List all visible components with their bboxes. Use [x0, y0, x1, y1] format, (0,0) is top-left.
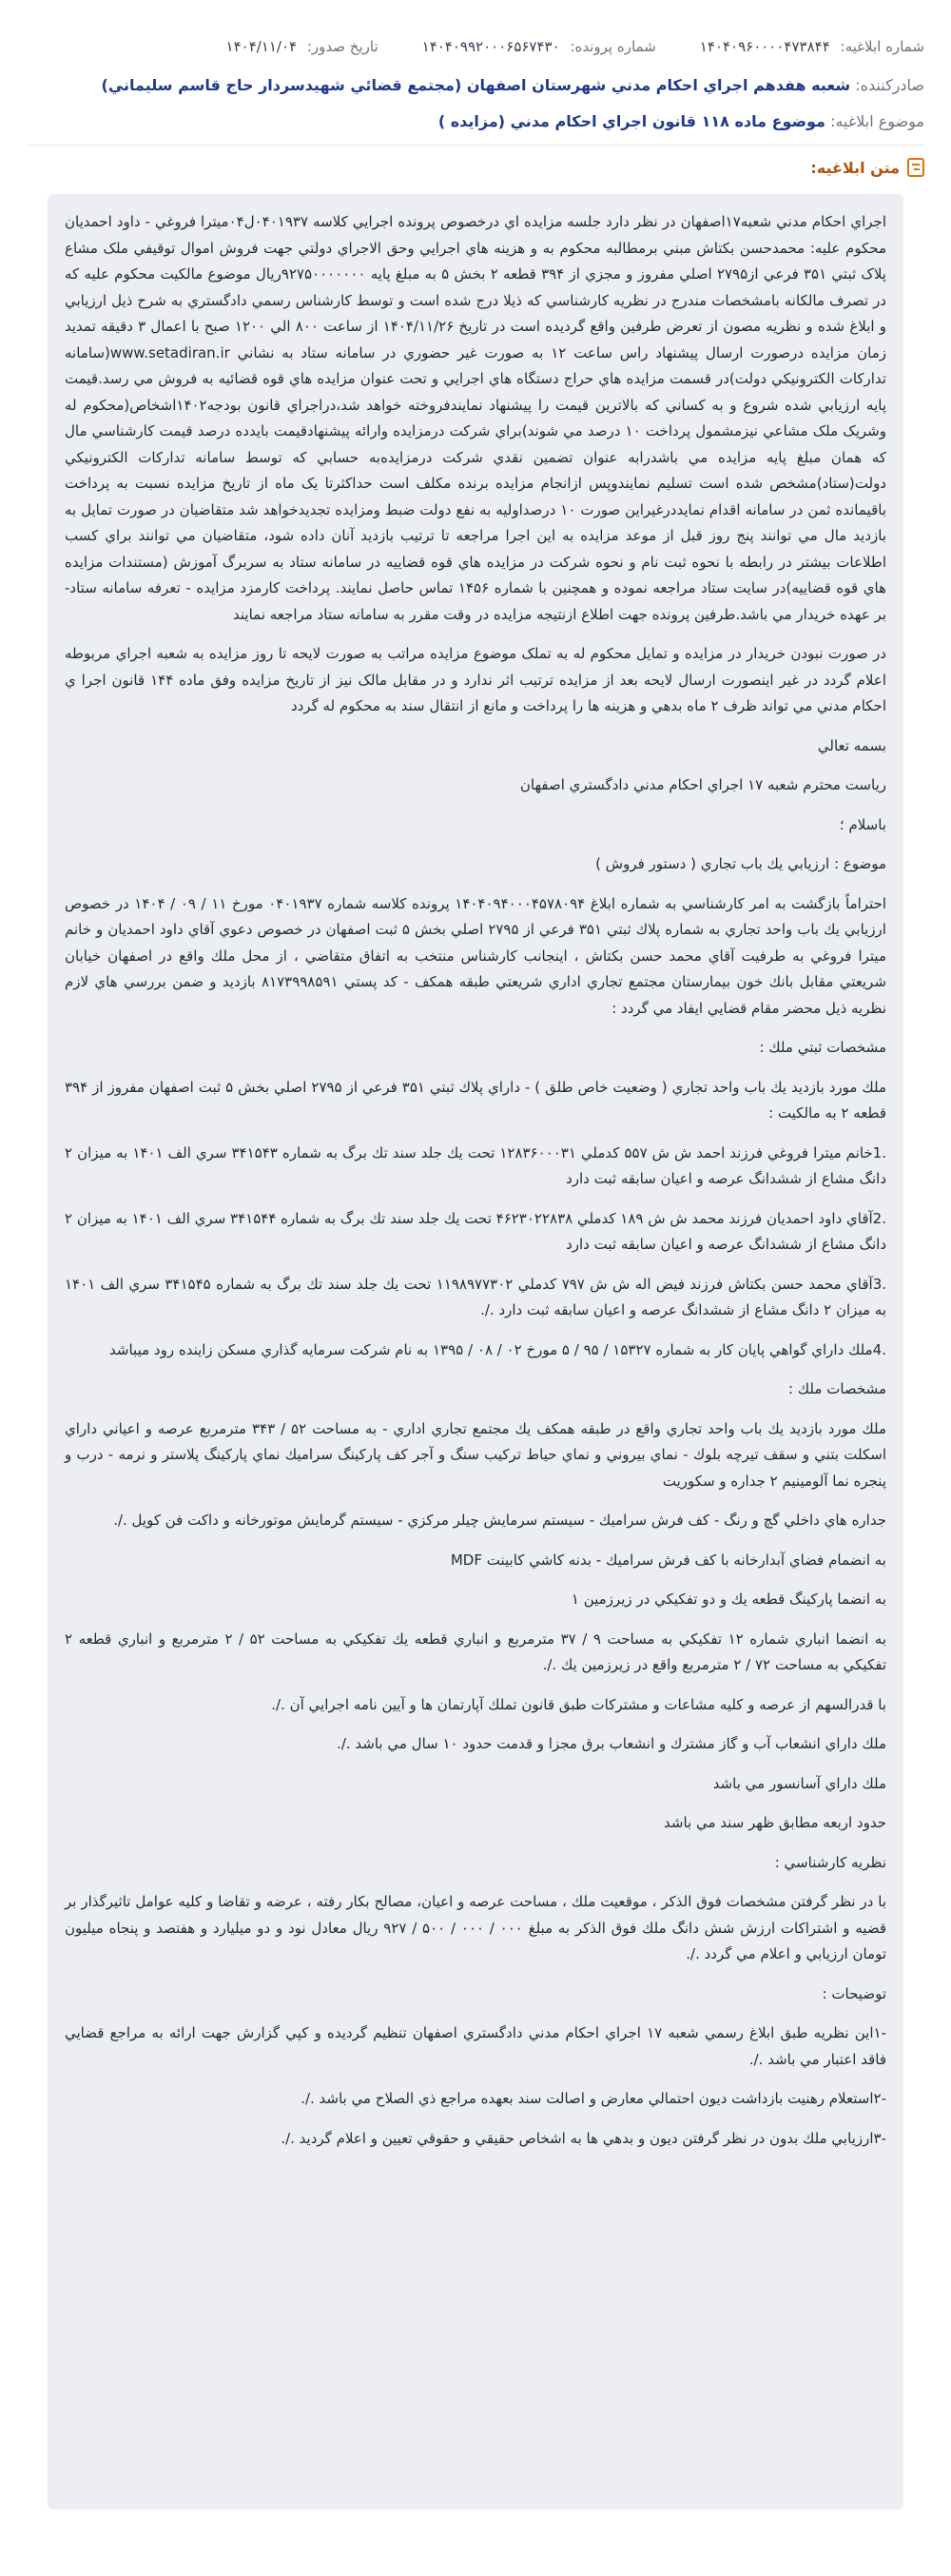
notice-paragraph: توضيحات :: [822, 1984, 886, 2002]
notice-paragraph: اجراي احکام مدني شعبه۱۷اصفهان در نظر دارد جلسه مزايده اي درخصوص پرونده اجرايي کلاسه ۰۴۰۱۹۳۷ل۰۴ميترا فروغي - داود احمديان محکوم عليه: محمدحسن بکتاش مبني برمطالبه محکوم به و هزينه هاي اجرايي وحق الاجراي دولتي جهت فروش اموال توقيفي ملک مشاع پلاک ثبتي ۳۵۱ فرعي از۲۷۹۵ اصلي مفروز و مجزي از ۳۹۴ قطعه ۲ بخش ۵ به مبلغ پايه ۹۲۷۵۰۰۰۰۰۰۰ريال موضوع مالکيت محکوم عليه که در تصرف مالکانه بامشخصات مندرج در نظريه کارشناسي که ذيلا درج شده است و توسط کارشناس رسمي دادگستري به شرح ذيل ارزيابي و ابلاغ شده و نظريه مصون از تعرض طرفين واقع گرديده است در تاريخ ۱۴۰۴/۱۱/۲۶ از ساعت ۸۰۰ الي ۱۲۰۰ صبح با اعمال ۳ دقيقه تمديد زمان مزايده درصورت ارسال پيشنهاد راس ساعت ۱۲ به صورت غير حضوري در سامانه ستاد به نشاني www.setadiran.ir(سامانه تدارکات الکترونيکي دولت)در قسمت مزايده هاي حراج دستگاه هاي اجرايي و تحت عنوان مزايده هاي قوه قضائيه به فروش مي رسد.قيمت پايه ارزيابي شده شروع و به کساني که بالاترين قيمت را پيشنهاد نمايندفروخته خواهد شد،دراجراي قانون بودجه۱۴۰۲اشخاص(محکوم له وشريک ملک مشاعي نيزمشمول پرداخت ۱۰ درصد مي شوند)براي شرکت درمزايده وارائه پيشنهادقيمت بايدده درصد قيمت کارشناسي مال که همان مبلغ پايه مزايده مي باشدرابه عنوان تضمين نقدي شرکت درمزايده‌به حسابي که توسط سامانه تدارکات الکترونيکي دولت(ستاد)مشخص شده است تسليم نمايندوپس ازانجام مزايده برنده مکلف است حداکثرتا يک ماه از تاريخ مزايده نسبت به پرداخت باقيمانده ثمن در سامانه اقدام نمايددرغيراين صورت ۱۰ درصداوليه به نفع دولت ضبط ومزايده تجديدخواهد شد متقاضيان در صورت تمايل به بازديد مال مي توانند پنج روز قبل از موعد مزايده به اين اجرا مراجعه تا ترتيب بازديد آنان داده شود، متقاضيان مي توانند براي کسب اطلاعات بيشتر در رابطه با نحوه ثبت نام و نحوه شرکت در مزايده هاي قوه قضاييه در سامانه ستاد به سربرگ آموزش (مستندات مزايده هاي قوه قضاييه)در سايت ستاد مراجعه نموده و همچنين با شماره ۱۴۵۶ تماس حاصل نمايند. پرداخت کارمزد مزايده - تعرفه سامانه ستاد- بر عهده خريدار مي باشد.طرفين پرونده جهت اطلاع ازنتيجه مزايده در وقت مقرر به سامانه ستاد مراجعه نمايند: [65, 213, 886, 623]
notice-paragraph: مشخصات ملك :: [787, 1380, 886, 1397]
notice-paragraph: .3آقاي محمد حسن بكتاش فرزند فيض اله ش ش ۷۹۷ كدملي ۱۱۹۸۹۷۷۳۰۲ تحت يك جلد سند تك برگ به شماره ۳۴۱۵۴۵ سري الف ۱۴۰۱ به ميزان ۲ دانگ مشاع از ششدانگ عرصه و اعيان سابقه ثبت دارد ./.: [65, 1275, 887, 1318]
issue-date: [226, 38, 378, 55]
meta-row: [27, 38, 924, 55]
section-title: متن ابلاغيه:: [810, 158, 900, 177]
issuer-row: [27, 76, 924, 94]
document-icon: [907, 158, 924, 177]
notice-paragraph: -۲استعلام رهنيت بازداشت ديون احتمالي معارض و اصالت سند بعهده مراجع ذي الصلاح مي باشد ./.: [301, 2090, 886, 2107]
notice-paragraph: احتراماً بازگشت به امر كارشناسي به شماره ابلاغ ۱۴۰۴۰۹۴۰۰۰۴۵۷۸۰۹۴ پرونده كلاسه شماره ۰۴۰۱۹۳۷ مورخ ۱۱ / ۰۹ / ۱۴۰۴ در خصوص ارزيابي يك باب واحد تجاري به شماره پلاك ثبتي ۳۵۱ فرعي از ۲۷۹۵ اصلي بخش ۵ ثبت اصفهان در خصوص دعوي آقاي داود احمديان و خانم ميترا فروغي به طرفيت آقاي محمد حسن بكتاش ، اينجانب كارشناس منتخب به اتفاق متقاضي ، از محل ملك واقع در اصفهان خيابان شريعتي مقابل بانك خون بيمارستان مجتمع تجاري اداري شريعتي طبقه همكف - كد پستي ۸۱۷۳۹۹۸۵۹۱ بازديد و ضمن بررسي هاي لازم نظريه ذيل محضر مقام قضايي ايفاد مي گردد :: [65, 894, 887, 1017]
notice-paragraph: ملك مورد بازديد يك باب واحد تجاري ( وضعيت خاص طلق ) - داراي پلاك ثبتي ۳۵۱ فرعي از ۲۷۹۵ اصلي بخش ۵ ثبت اصفهان مفروز از ۳۹۴ قطعه ۲ به مالكيت :: [65, 1078, 886, 1122]
notice-number-value: ۱۴۰۴۰۹۶۰۰۰۰۴۷۳۸۴۴: [699, 38, 830, 55]
case-number-label: شماره پرونده:: [570, 38, 656, 55]
notice-paragraph: -۳ارزيابي ملك بدون در نظر گرفتن ديون و بدهي ها به اشخاص حقيقي و حقوقي تعيين و اعلام گرديد ./.: [281, 2129, 886, 2147]
notice-paragraph: ملك داراي انشعاب آب و گاز مشترك و انشعاب برق مجزا و قدمت حدود ۱۰ سال مي باشد ./.: [337, 1735, 886, 1752]
notice-paragraph: ملك مورد بازديد يك باب واحد تجاري واقع در طبقه همكف يك مجتمع تجاري اداري - به مساحت ۵۲ / ۳۴۳ مترمربع عرصه و اعياني داراي اسكلت بتني و سقف تيرچه بلوك - نماي بيروني و نماي حياط تركيب سنگ و آجر كف پاركينگ سراميك نماي پاركينگ پلاستر و نرمه - درب و پنجره نما آلومينيم ۲ جداره و سكوريت: [65, 1419, 886, 1490]
notice-paragraph: .4ملك داراي گواهي پايان كار به شماره ۱۵۳۲۷ / ۹۵ / ۵ مورخ ۰۲ / ۰۸ / ۱۳۹۵ به نام شركت سرمايه گذاري مسكن زاينده رود ميباشد: [109, 1340, 886, 1358]
subject-label: موضوع ابلاغيه:: [830, 112, 924, 130]
notice-paragraph: باسلام ؛: [839, 815, 886, 833]
issuer-value: شعبه هفدهم اجراي احکام مدني شهرستان اصفهان (مجتمع قضائي شهيدسردار حاج قاسم سليماني): [101, 76, 851, 94]
notice-number-label: شماره ابلاغيه:: [840, 38, 924, 55]
notice-paragraph: .2آقاي داود احمديان فرزند محمد ش ش ۱۸۹ كدملي ۴۶۲۳۰۲۲۸۳۸ تحت يك جلد سند تك برگ به شماره ۳۴۱۵۴۴ سري الف ۱۴۰۱ به ميزان ۲ دانگ مشاع از ششدانگ عرصه و اعيان سابقه ثبت دارد: [65, 1209, 886, 1253]
notice-paragraph: با در نظر گرفتن مشخصات فوق الذكر ، موقعيت ملك ، مساحت عرصه و اعيان، مصالح بكار رفته ، عرضه و تقاضا و كليه عوامل تاثيرگذار بر قضيه و اشتراكات ارزش شش دانگ ملك فوق الذكر به مبلغ ۰۰۰ / ۰۰۰ / ۵۰۰ / ۹۲۷ ريال معادل نود و دو ميليارد و هفتصد و پنجاه ميليون تومان ارزيابي و اعلام مي گردد ./.: [65, 1893, 886, 1962]
notice-paragraph: حدود اربعه مطابق ظهر سند مي باشد: [664, 1814, 886, 1831]
issuer-label: صادرکننده:: [855, 76, 924, 94]
notice-paragraph: به انضمام فضاي آبدارخانه با كف فرش سراميك - بدنه كاشي كابينت MDF: [450, 1551, 886, 1569]
case-number: [422, 38, 656, 55]
notice-body: [48, 194, 903, 2509]
notice-paragraph: بسمه تعالي: [817, 736, 886, 754]
notice-paragraph: -۱اين نظريه طبق ابلاغ رسمي شعبه ۱۷ اجراي احكام مدني دادگستري اصفهان تنظيم گرديده و كپي گزارش جهت ارائه به مراجع قضايي فاقد اعتبار مي باشد ./.: [65, 2024, 886, 2068]
notice-paragraph: نظريه كارشناسي :: [774, 1853, 886, 1871]
notice-paragraph: رياست محترم شعبه ۱۷ اجراي احکام مدني دادگستري اصفهان: [519, 776, 886, 793]
divider: [27, 145, 924, 146]
notice-paragraph: جداره هاي داخلي گچ و رنگ - كف فرش سراميك - سيستم سرمايش چيلر مركزي - سيستم گرمايش موتورخانه و داكت فن كويل ./.: [113, 1512, 886, 1529]
notice-paragraph: با قدرالسهم از عرصه و كليه مشاعات و مشتركات طبق قانون تملك آپارتمان ها و آيين نامه اجرايي آن ./.: [271, 1695, 886, 1713]
notice-paragraph: در صورت نبودن خريدار در مزايده و تمايل محکوم له به تملک موضوع مزايده مراتب به صورت لايحه تا روز مزايده به شعبه اجراي مربوطه اعلام گردد در غير اينصورت ارسال لايحه بعد از مزايده ترتيب اثر ندارد و در مقابل مالک نيز از تاريخ مزايده وفق ماده ۱۴۴ قانون اجرا ي احکام مدني مي تواند ظرف ۲ ماه بدهي و هزينه ها را پرداخت و مانع از انتقال سند به محکوم له گردد: [65, 645, 886, 714]
section-heading: [810, 158, 924, 177]
notice-paragraph: ملك داراي آسانسور مي باشد: [712, 1774, 886, 1792]
notice-number: [700, 38, 924, 55]
case-number-value: ۱۴۰۴۰۹۹۲۰۰۰۶۵۶۷۴۳۰: [421, 38, 560, 55]
notice-paragraph: مشخصات ثبتي ملك :: [759, 1039, 886, 1056]
notice-paragraph: به انضما انباري شماره ۱۲ تفكيكي به مساحت ۹ / ۳۷ مترمربع و انباري قطعه يك تفكيكي به مساحت ۵۲ / ۲ مترمربع و انباري قطعه ۲ تفكيكي به مساحت ۷۲ / ۲ مترمربع واقع در زيرزمين يك ./.: [65, 1630, 887, 1673]
notice-paragraph: .1خانم ميترا فروغي فرزند احمد ش ش ۵۵۷ كدملي ۱۲۸۳۶۰۰۰۳۱ تحت يك جلد سند تك برگ به شماره ۳۴۱۵۴۳ سري الف ۱۴۰۱ به ميزان ۲ دانگ مشاع از ششدانگ عرصه و اعيان سابقه ثبت دارد: [65, 1143, 886, 1187]
notice-paragraph: به انضما پاركينگ قطعه يك و دو تفكيكي در زيرزمين ۱: [571, 1590, 886, 1608]
subject-value: موضوع ماده ۱۱۸ قانون اجراي احکام مدني (مزايده ): [437, 112, 825, 130]
issue-date-value: ۱۴۰۴/۱۱/۰۴: [225, 38, 298, 55]
notice-paragraph: موضوع : ارزيابي يك باب تجاري ( دستور فروش ): [595, 855, 886, 872]
subject-row: [27, 112, 924, 130]
issue-date-label: تاريخ صدور:: [306, 38, 378, 55]
